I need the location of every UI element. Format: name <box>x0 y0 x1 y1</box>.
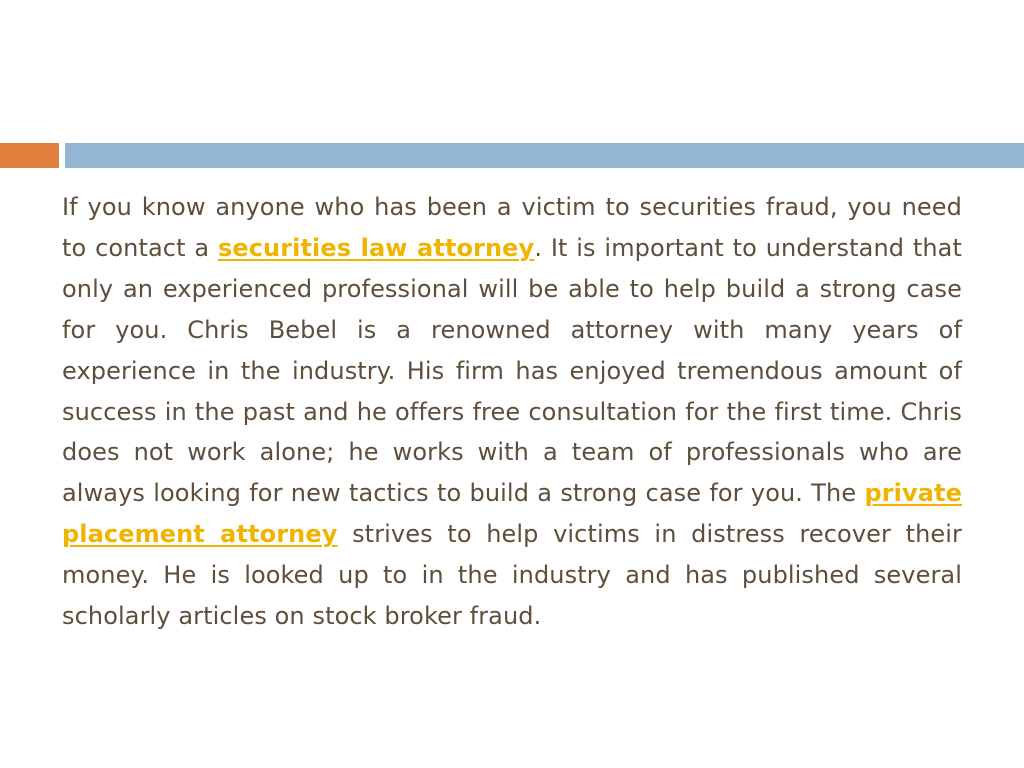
private-placement-attorney-link[interactable]: private placement attorney <box>62 479 962 549</box>
accent-bar-blue <box>65 143 1024 168</box>
accent-bar-orange <box>0 143 59 168</box>
body-text-part-1: If you know anyone who has been a victim to securities fraud, you need to contact a <box>62 193 962 262</box>
body-text-part-2: . It is important to understand that only an experienced professional will be able to help build a strong case for you. Chris Bebel is a renowned attorney with many years of experience in the industry. His firm has enjoyed tremendous amount of success in the past and he offers free consultation for the first time. Chris does not work alone; he works with a team of professionals who are always looking for new tactics to build a strong case for you. The <box>62 233 962 508</box>
body-paragraph <box>62 187 962 637</box>
body-text-part-3: strives to help victims in distress recover their money. He is looked up to in the industry and has published several scholarly articles on stock broker fraud. <box>62 520 962 631</box>
securities-law-attorney-link[interactable]: securities law attorney <box>217 233 535 262</box>
